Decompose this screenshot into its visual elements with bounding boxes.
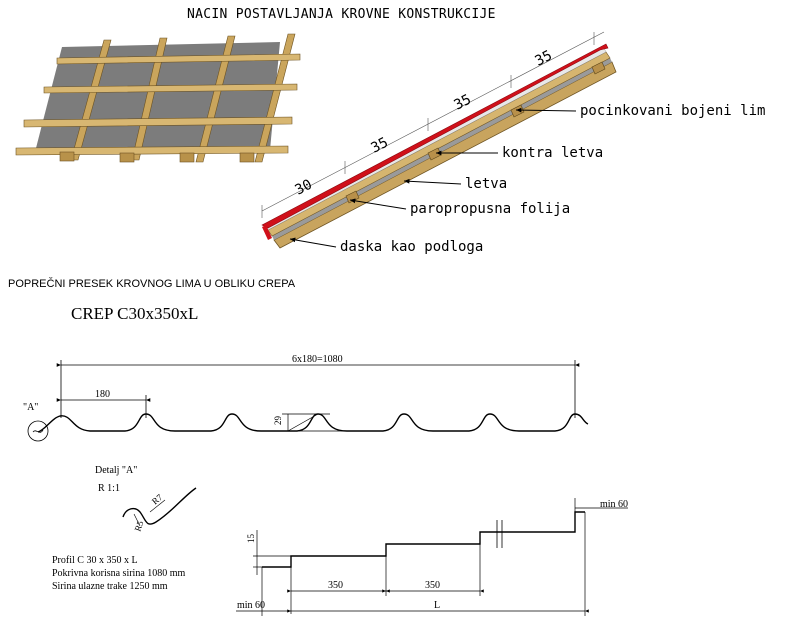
dim-min-top: min 60 [600, 499, 629, 510]
dim-step-height: 15 [246, 534, 256, 543]
dim-min-bottom: min 60 [237, 600, 266, 611]
step-profile-line [262, 512, 585, 567]
dim-step-2: 350 [425, 580, 440, 591]
dim-height: 29 [273, 416, 283, 425]
detail-title: Detalj "A" [95, 465, 138, 476]
spec-covering-width: Pokrivna korisna sirina 1080 mm [52, 568, 186, 579]
longitudinal-profile [236, 498, 628, 616]
label-galvanized-sheet: pocinkovani bojeni lim [580, 103, 766, 119]
radius-r7: R7 [149, 492, 165, 507]
label-counter-batten: kontra letva [502, 145, 604, 161]
membrane-layer [272, 58, 612, 240]
board-base [274, 62, 616, 248]
dim-pitch: 180 [95, 389, 110, 400]
detail-a-curve [123, 488, 196, 524]
dim-label-30: 30 [292, 176, 315, 199]
dim-label-35-b: 35 [451, 91, 474, 114]
galvanized-sheet-layer [262, 44, 608, 228]
label-board-base: daska kao podloga [340, 239, 484, 255]
spec-profile: Profil C 30 x 350 x L [52, 555, 138, 566]
cross-section-profile [28, 354, 588, 441]
leader-lines [290, 110, 576, 247]
dim-length: L [434, 600, 441, 611]
dim-overall-width: 6x180=1080 [292, 354, 343, 365]
spec-strip-width: Sirina ulazne trake 1250 mm [52, 581, 168, 592]
dim-step-1: 350 [328, 580, 343, 591]
roof-grid-illustration [16, 34, 300, 162]
detail-scale: R 1:1 [98, 483, 120, 494]
product-name: CREP C30x350xL [71, 304, 199, 323]
detail-circle [28, 421, 48, 441]
section-heading: POPREČNI PRESEK KROVNOG LIMA U OBLIKU CREPA [8, 278, 296, 290]
radius-r5: R5 [132, 519, 146, 533]
roof-layer-section [262, 32, 616, 248]
label-batten: letva [465, 176, 508, 192]
detail-a-drawing [123, 488, 196, 533]
label-vapour-membrane: paropropusna folija [410, 201, 571, 217]
counter-batten-layer [268, 52, 610, 236]
page-title: NACIN POSTAVLJANJA KROVNE KONSTRUKCIJE [187, 7, 496, 22]
detail-marker: "A" [23, 402, 39, 413]
dim-label-35-c: 35 [532, 47, 555, 70]
dim-label-35-a: 35 [368, 134, 391, 157]
